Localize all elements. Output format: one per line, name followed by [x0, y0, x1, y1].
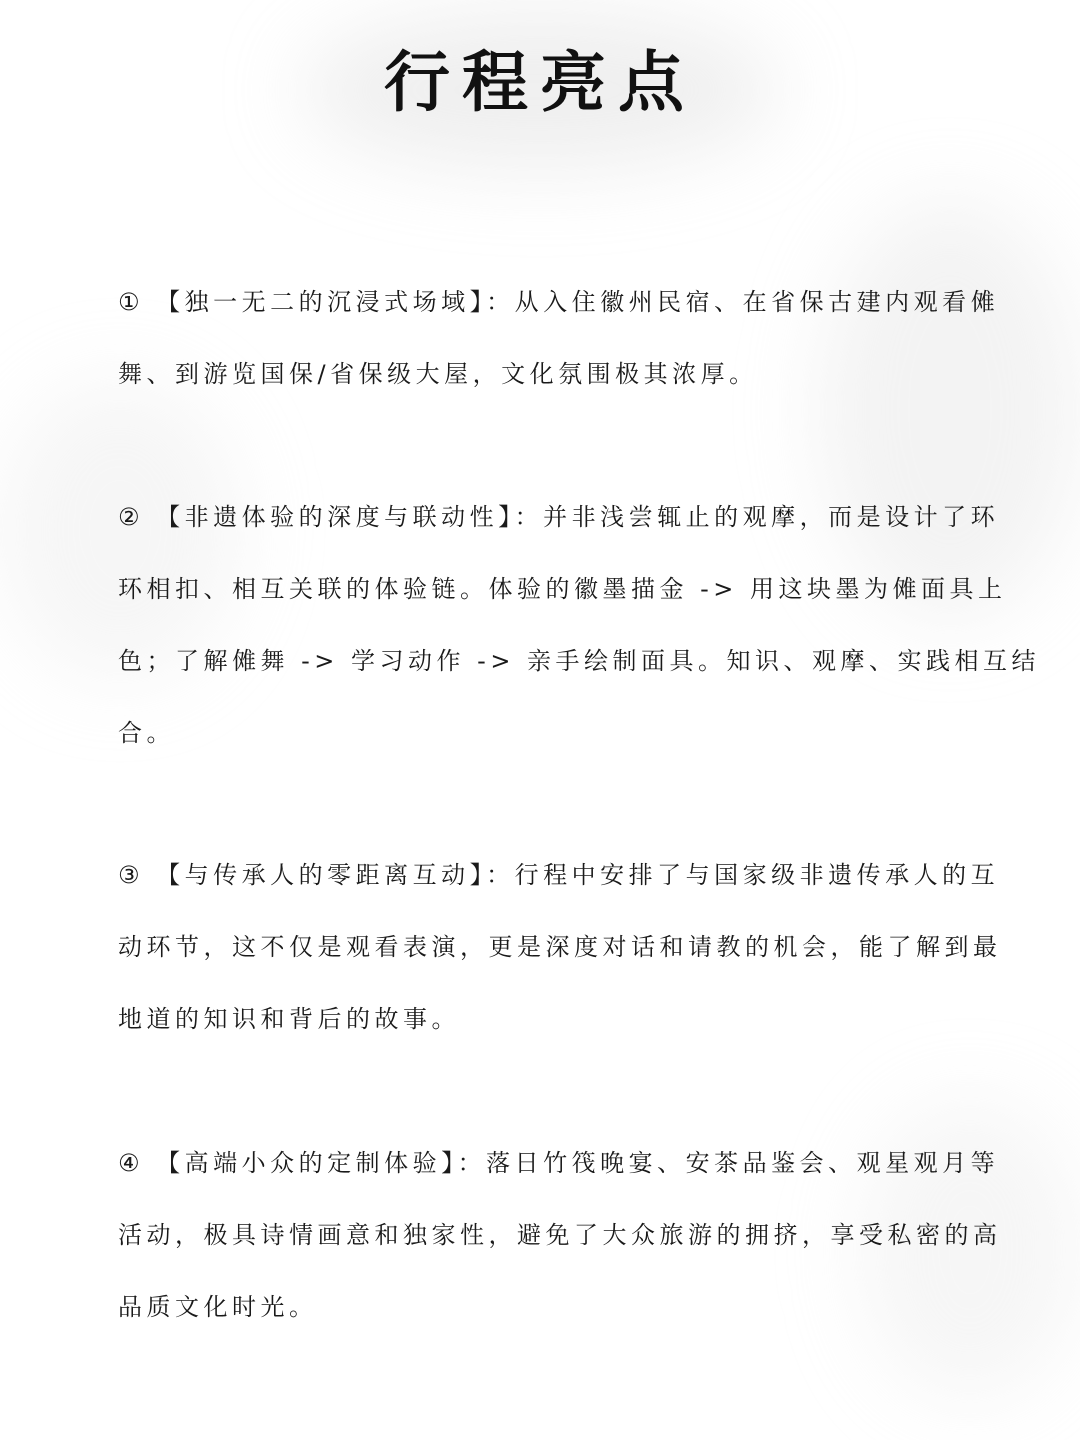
highlight-text-line: 合。 [118, 719, 175, 747]
highlight-text-line: ④ 【高端小众的定制体验】：落日竹筏晚宴、安茶品鉴会、观星观月等 [118, 1149, 1000, 1177]
highlight-text-line: 动环节，这不仅是观看表演，更是深度对话和请教的机会，能了解到最 [118, 933, 1002, 961]
highlight-text-line: ① 【独一无二的沉浸式场域】：从入住徽州民宿、在省保古建内观看傩 [118, 288, 1000, 316]
highlight-text-line: ② 【非遗体验的深度与联动性】：并非浅尝辄止的观摩，而是设计了环 [118, 503, 1000, 531]
highlight-text-line: 地道的知识和背后的故事。 [118, 1005, 460, 1033]
highlight-text-line: 色；了解傩舞 -> 学习动作 -> 亲手绘制面具。知识、观摩、实践相互结 [118, 647, 1041, 675]
highlight-item-2 [118, 481, 1041, 769]
highlight-item-1 [118, 266, 1000, 410]
highlight-text-line: 舞、到游览国保/省保级大屋，文化氛围极其浓厚。 [118, 360, 758, 388]
highlight-text-line: ③ 【与传承人的零距离互动】：行程中安排了与国家级非遗传承人的互 [118, 861, 1000, 889]
highlight-item-3 [118, 839, 1002, 1055]
highlight-item-4 [118, 1127, 1002, 1343]
page-title: 行程亮点 [384, 44, 696, 121]
highlight-text-line: 活动，极具诗情画意和独家性，避免了大众旅游的拥挤，享受私密的高 [118, 1221, 1002, 1249]
highlight-text-line: 品质文化时光。 [118, 1293, 318, 1321]
highlight-text-line: 环相扣、相互关联的体验链。体验的徽墨描金 -> 用这块墨为傩面具上 [118, 575, 1007, 603]
